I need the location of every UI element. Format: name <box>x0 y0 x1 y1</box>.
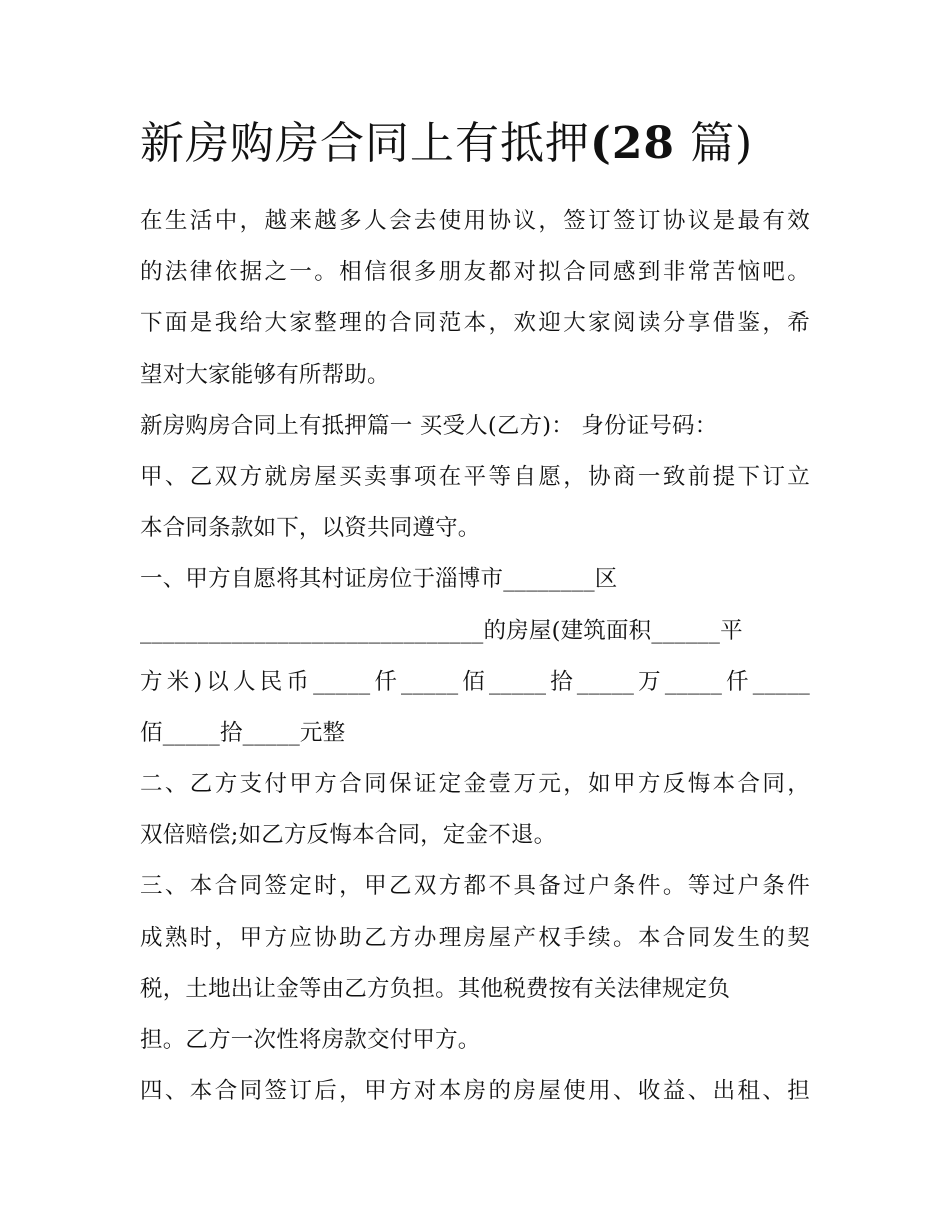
title-count: (28 <box>590 118 676 169</box>
title-main: 新房购房合同上有抵押 <box>140 118 590 169</box>
body-line: 担。乙方一次性将房款交付甲方。 <box>140 1027 481 1053</box>
document-body <box>140 196 815 1117</box>
body-line: 三、本合同签定时，甲乙双方都不具备过户条件。等过户条件 <box>140 873 810 900</box>
body-line: 佰_____拾_____元整 <box>140 719 346 746</box>
body-line: ______________________________的房屋(建筑面积______平 <box>140 617 743 644</box>
body-line: 方米)以人民币_____仟_____佰_____拾_____万_____仟_____ <box>140 668 810 695</box>
body-line: 四、本合同签订后，甲方对本房的房屋使用、收益、出租、担 <box>140 1078 810 1105</box>
body-line: 双倍赔偿;如乙方反悔本合同，定金不退。 <box>140 822 557 849</box>
body-line: 税，土地出让金等由乙方负担。其他税费按有关法律规定负 <box>140 975 731 1002</box>
body-line: 一、甲方自愿将其村证房位于淄博市________区 <box>140 566 618 593</box>
document-title <box>140 112 840 176</box>
body-line: 新房购房合同上有抵押篇一 买受人(乙方)： 身份证号码： <box>140 412 718 439</box>
body-line: 甲、乙双方就房屋买卖事项在平等自愿，协商一致前提下订立 <box>140 463 810 490</box>
body-line: 的法律依据之一。相信很多朋友都对拟合同感到非常苦恼吧。 <box>140 259 810 286</box>
title-unit: 篇) <box>690 118 754 169</box>
body-line: 在生活中，越来越多人会去使用协议，签订签订协议是最有效 <box>140 208 810 234</box>
body-line: 本合同条款如下，以资共同遵守。 <box>140 515 481 542</box>
body-line: 下面是我给大家整理的合同范本，欢迎大家阅读分享借鉴，希 <box>140 310 810 337</box>
body-line: 二、乙方支付甲方合同保证定金壹万元，如甲方反悔本合同， <box>140 771 810 798</box>
body-line: 望对大家能够有所帮助。 <box>140 361 390 388</box>
body-line: 成熟时，甲方应协助乙方办理房屋产权手续。本合同发生的契 <box>140 924 810 951</box>
